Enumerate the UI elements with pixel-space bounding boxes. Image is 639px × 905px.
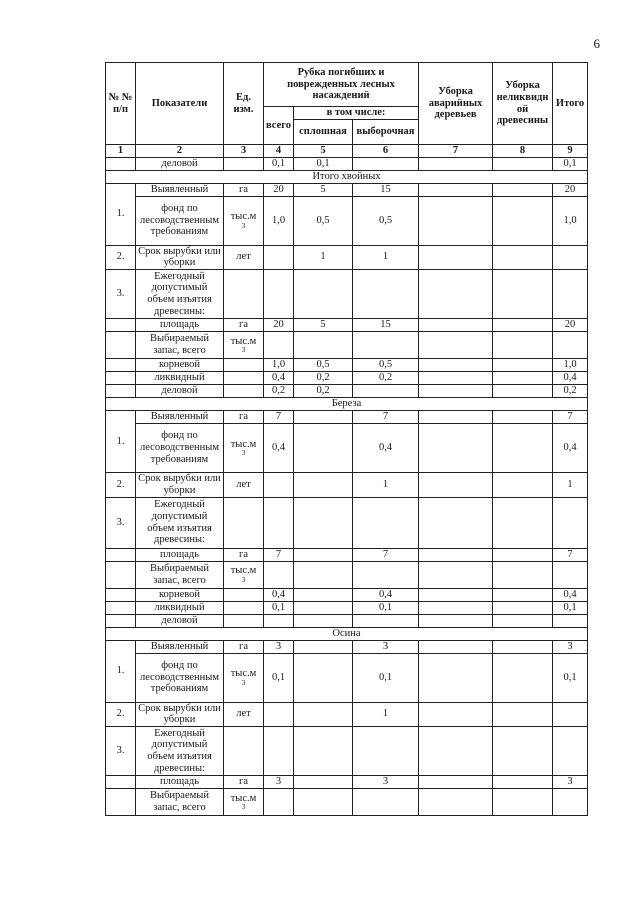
table-row xyxy=(106,473,588,498)
cell-value: 0,1 xyxy=(353,601,419,614)
section-header-row xyxy=(106,170,588,183)
row-label: Ежегодный допустимый объем изъятия древесины: xyxy=(136,497,224,548)
cell-value: 0,5 xyxy=(353,196,419,245)
column-number: 8 xyxy=(493,145,553,158)
table-row xyxy=(106,601,588,614)
row-label: Выявленный xyxy=(136,411,224,424)
header-itog: Итого xyxy=(553,63,588,145)
cell-value: 7 xyxy=(353,548,419,561)
row-unit: тыс.м 3 xyxy=(224,789,264,816)
table-row xyxy=(106,497,588,548)
cell-value: 0,4 xyxy=(553,424,588,473)
cell-value: 1 xyxy=(353,702,419,727)
cell-value: 0,1 xyxy=(264,157,294,170)
header-selective: выборочная xyxy=(353,120,419,145)
cell-value: 1 xyxy=(553,473,588,498)
row-unit: га xyxy=(224,183,264,196)
row-unit: га xyxy=(224,411,264,424)
row-label: Выявленный xyxy=(136,640,224,653)
cell-value: 0,1 xyxy=(353,653,419,702)
row-label: Выбираемый запас, всего xyxy=(136,789,224,816)
table-row xyxy=(106,424,588,473)
table-row xyxy=(106,270,588,319)
cell-value: 0,2 xyxy=(353,372,419,385)
row-unit: га xyxy=(224,640,264,653)
cell-value: 0,1 xyxy=(553,601,588,614)
row-unit: тыс.м 3 xyxy=(224,653,264,702)
row-number: 3. xyxy=(106,727,136,776)
row-label: площадь xyxy=(136,776,224,789)
cell-value: 0,2 xyxy=(553,385,588,398)
column-numbers-row xyxy=(106,145,588,158)
cell-value: 0,4 xyxy=(264,372,294,385)
row-label: фонд по лесоводственным требованиям xyxy=(136,196,224,245)
table-row xyxy=(106,640,588,653)
cell-value: 7 xyxy=(553,548,588,561)
cell-value: 3 xyxy=(553,640,588,653)
cell-value: 15 xyxy=(353,183,419,196)
cell-value: 3 xyxy=(553,776,588,789)
cell-value: 3 xyxy=(264,640,294,653)
row-label: площадь xyxy=(136,548,224,561)
table-row xyxy=(106,157,588,170)
cell-value: 5 xyxy=(294,183,353,196)
cell-value: 0,4 xyxy=(353,424,419,473)
column-number: 3 xyxy=(224,145,264,158)
header-emergency: Уборка аварийных деревьев xyxy=(419,63,493,145)
table-row xyxy=(106,588,588,601)
row-number: 2. xyxy=(106,473,136,498)
cell-value: 0,1 xyxy=(264,653,294,702)
row-label: корневой xyxy=(136,359,224,372)
row-label: корневой xyxy=(136,588,224,601)
table-row xyxy=(106,196,588,245)
row-number: 1. xyxy=(106,411,136,473)
section-header-row xyxy=(106,398,588,411)
row-unit: га xyxy=(224,548,264,561)
row-number: 1. xyxy=(106,183,136,245)
cell-value: 1,0 xyxy=(553,359,588,372)
cell-value: 0,4 xyxy=(264,588,294,601)
row-unit: га xyxy=(224,319,264,332)
page-number: 6 xyxy=(593,36,600,51)
cell-value: 0,1 xyxy=(294,157,353,170)
row-number: 2. xyxy=(106,702,136,727)
cell-value: 1,0 xyxy=(553,196,588,245)
cell-value: 0,2 xyxy=(294,372,353,385)
cell-value: 0,4 xyxy=(264,424,294,473)
section-title: Осина xyxy=(106,627,588,640)
cell-value: 7 xyxy=(553,411,588,424)
row-unit: га xyxy=(224,776,264,789)
cell-value: 1,0 xyxy=(264,359,294,372)
cell-value: 1 xyxy=(353,473,419,498)
forest-cutting-table xyxy=(105,62,588,816)
cell-value: 7 xyxy=(353,411,419,424)
row-label: фонд по лесоводственным требованиям xyxy=(136,424,224,473)
row-label: ликвидный xyxy=(136,372,224,385)
cell-value: 3 xyxy=(353,640,419,653)
column-number: 6 xyxy=(353,145,419,158)
table-row xyxy=(106,359,588,372)
row-label: Ежегодный допустимый объем изъятия древесины: xyxy=(136,270,224,319)
cell-value: 20 xyxy=(264,319,294,332)
row-label: фонд по лесоводственным требованиям xyxy=(136,653,224,702)
row-unit: лет xyxy=(224,702,264,727)
row-label: Срок вырубки или уборки xyxy=(136,702,224,727)
table-row xyxy=(106,385,588,398)
row-number: 3. xyxy=(106,497,136,548)
row-label: Выявленный xyxy=(136,183,224,196)
row-unit: лет xyxy=(224,245,264,270)
header-cutting: Рубка погибших и поврежденных лесных насаждений xyxy=(264,63,419,107)
row-number: 2. xyxy=(106,245,136,270)
table-row xyxy=(106,411,588,424)
table-row xyxy=(106,548,588,561)
row-label: Срок вырубки или уборки xyxy=(136,473,224,498)
cell-value: 3 xyxy=(264,776,294,789)
cell-value: 7 xyxy=(264,548,294,561)
header-clear: сплошная xyxy=(294,120,353,145)
column-number: 2 xyxy=(136,145,224,158)
table-row xyxy=(106,614,588,627)
cell-value: 0,5 xyxy=(353,359,419,372)
table-row xyxy=(106,319,588,332)
header-number: № № п/п xyxy=(106,63,136,145)
row-label: деловой xyxy=(136,157,224,170)
header-total-sub: всего xyxy=(264,107,294,145)
table-row xyxy=(106,245,588,270)
table-row xyxy=(106,727,588,776)
cell-value: 0,4 xyxy=(553,372,588,385)
cell-value: 0,5 xyxy=(294,196,353,245)
column-number: 4 xyxy=(264,145,294,158)
header-including: в том числе: xyxy=(294,107,419,120)
table-row xyxy=(106,653,588,702)
cell-value: 20 xyxy=(553,319,588,332)
cell-value: 1 xyxy=(353,245,419,270)
column-number: 7 xyxy=(419,145,493,158)
cell-value: 0,1 xyxy=(553,653,588,702)
section-title: Итого хвойных xyxy=(106,170,588,183)
row-label: Ежегодный допустимый объем изъятия древесины: xyxy=(136,727,224,776)
section-header-row xyxy=(106,627,588,640)
header-indicator: Показатели xyxy=(136,63,224,145)
header-illiquid: Уборка неликвидной древесины xyxy=(493,63,553,145)
row-label: деловой xyxy=(136,614,224,627)
header-unit: Ед. изм. xyxy=(224,63,264,145)
row-label: Выбираемый запас, всего xyxy=(136,561,224,588)
section-title: Береза xyxy=(106,398,588,411)
cell-value: 3 xyxy=(353,776,419,789)
column-number: 5 xyxy=(294,145,353,158)
table-row xyxy=(106,332,588,359)
row-number: 1. xyxy=(106,640,136,702)
table-row xyxy=(106,776,588,789)
row-number: 3. xyxy=(106,270,136,319)
cell-value: 1 xyxy=(294,245,353,270)
column-number: 9 xyxy=(553,145,588,158)
row-label: Срок вырубки или уборки xyxy=(136,245,224,270)
row-label: ликвидный xyxy=(136,601,224,614)
table-row xyxy=(106,789,588,816)
row-unit: тыс.м 3 xyxy=(224,332,264,359)
cell-value: 0,2 xyxy=(264,385,294,398)
row-label: площадь xyxy=(136,319,224,332)
table-row xyxy=(106,702,588,727)
table-row xyxy=(106,372,588,385)
row-label: деловой xyxy=(136,385,224,398)
cell-value: 20 xyxy=(553,183,588,196)
table-row xyxy=(106,561,588,588)
cell-value: 0,2 xyxy=(294,385,353,398)
table-row xyxy=(106,183,588,196)
row-unit: тыс.м 3 xyxy=(224,196,264,245)
cell-value: 0,4 xyxy=(353,588,419,601)
cell-value: 1,0 xyxy=(264,196,294,245)
cell-value: 5 xyxy=(294,319,353,332)
cell-value: 0,1 xyxy=(553,157,588,170)
cell-value: 0,4 xyxy=(553,588,588,601)
cell-value: 0,5 xyxy=(294,359,353,372)
row-unit: тыс.м 3 xyxy=(224,424,264,473)
cell-value: 15 xyxy=(353,319,419,332)
row-label: Выбираемый запас, всего xyxy=(136,332,224,359)
cell-value: 20 xyxy=(264,183,294,196)
row-unit: лет xyxy=(224,473,264,498)
column-number: 1 xyxy=(106,145,136,158)
cell-value: 0,1 xyxy=(264,601,294,614)
cell-value: 7 xyxy=(264,411,294,424)
row-unit: тыс.м 3 xyxy=(224,561,264,588)
